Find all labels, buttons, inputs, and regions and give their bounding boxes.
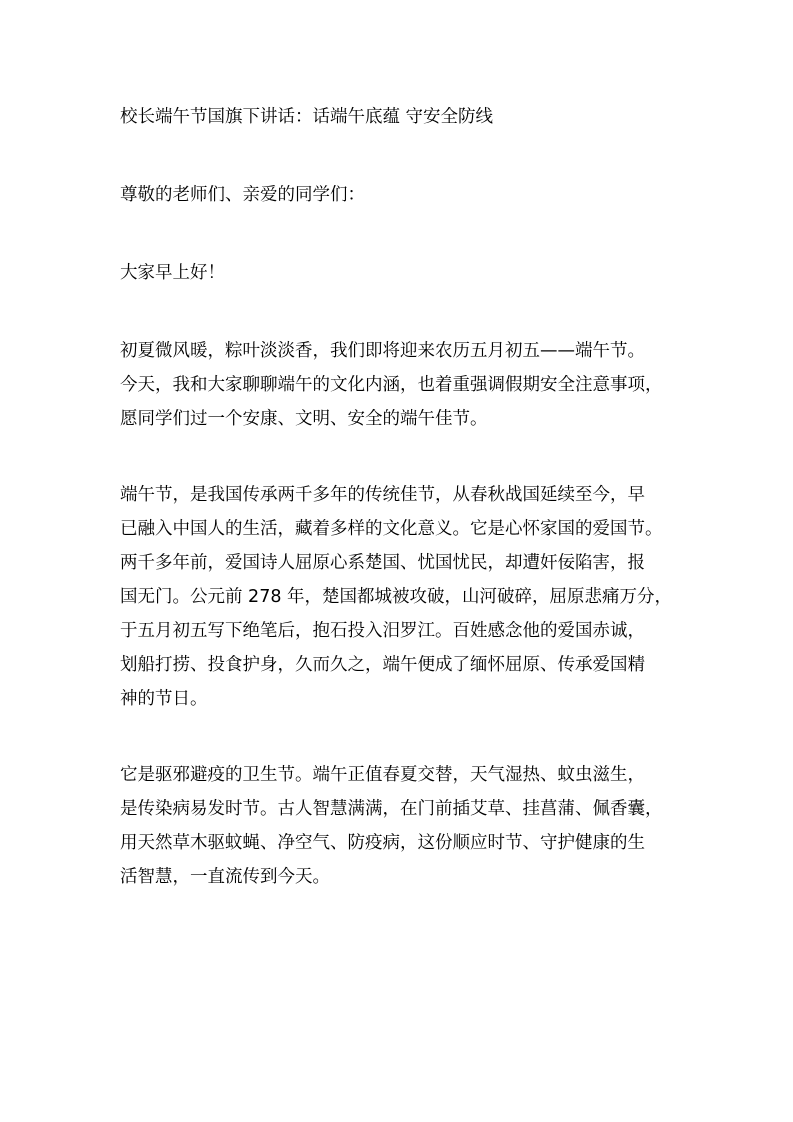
- speech-title: 校长端午节国旗下讲话：话端午底蕴 守安全防线: [120, 107, 494, 127]
- paragraph-patriotic-festival: [120, 478, 680, 716]
- paragraph-line: 愿同学们过一个安康、文明、安全的端午佳节。: [120, 409, 488, 429]
- paragraph-line: 端午节，是我国传承两千多年的传统佳节，从春秋战国延续至今，早: [120, 485, 645, 505]
- paragraph-line: 两千多年前，爱国诗人屈原心系楚国、忧国忧民，却遭奸佞陷害，报: [120, 553, 645, 573]
- paragraph-line: 国无门。公元前 278 年，楚国都城被攻破，山河破碎，屈原悲痛万分，: [120, 587, 673, 607]
- paragraph-line: 划船打捞、投食护身，久而久之，端午便成了缅怀屈原、传承爱国精: [120, 655, 645, 675]
- paragraph-line: 神的节日。: [120, 689, 208, 709]
- paragraph-intro: [120, 334, 680, 436]
- document-page: [120, 100, 680, 894]
- paragraph-line: 用天然草木驱蚊蝇、净空气、防疫病，这份顺应时节、守护健康的生: [120, 833, 645, 853]
- paragraph-line: 今天，我和大家聊聊端午的文化内涵，也着重强调假期安全注意事项，: [120, 375, 663, 395]
- paragraph-line: 已融入中国人的生活，藏着多样的文化意义。它是心怀家国的爱国节。: [120, 519, 663, 539]
- paragraph-line: 它是驱邪避疫的卫生节。端午正值春夏交替，天气湿热、蚊虫滋生，: [120, 765, 645, 785]
- paragraph-line: 初夏微风暖，粽叶淡淡香，我们即将迎来农历五月初五——端午节。: [120, 341, 645, 361]
- paragraph-hygiene-festival: [120, 758, 680, 894]
- salutation: 尊敬的老师们、亲爱的同学们：: [120, 185, 365, 205]
- paragraph-line: 于五月初五写下绝笔后，抱石投入汨罗江。百姓感念他的爱国赤诚，: [120, 621, 645, 641]
- paragraph-line: 是传染病易发时节。古人智慧满满，在门前插艾草、挂菖蒲、佩香囊，: [120, 799, 663, 819]
- paragraph-line: 活智慧，一直流传到今天。: [120, 867, 330, 887]
- greeting: 大家早上好！: [120, 263, 225, 283]
